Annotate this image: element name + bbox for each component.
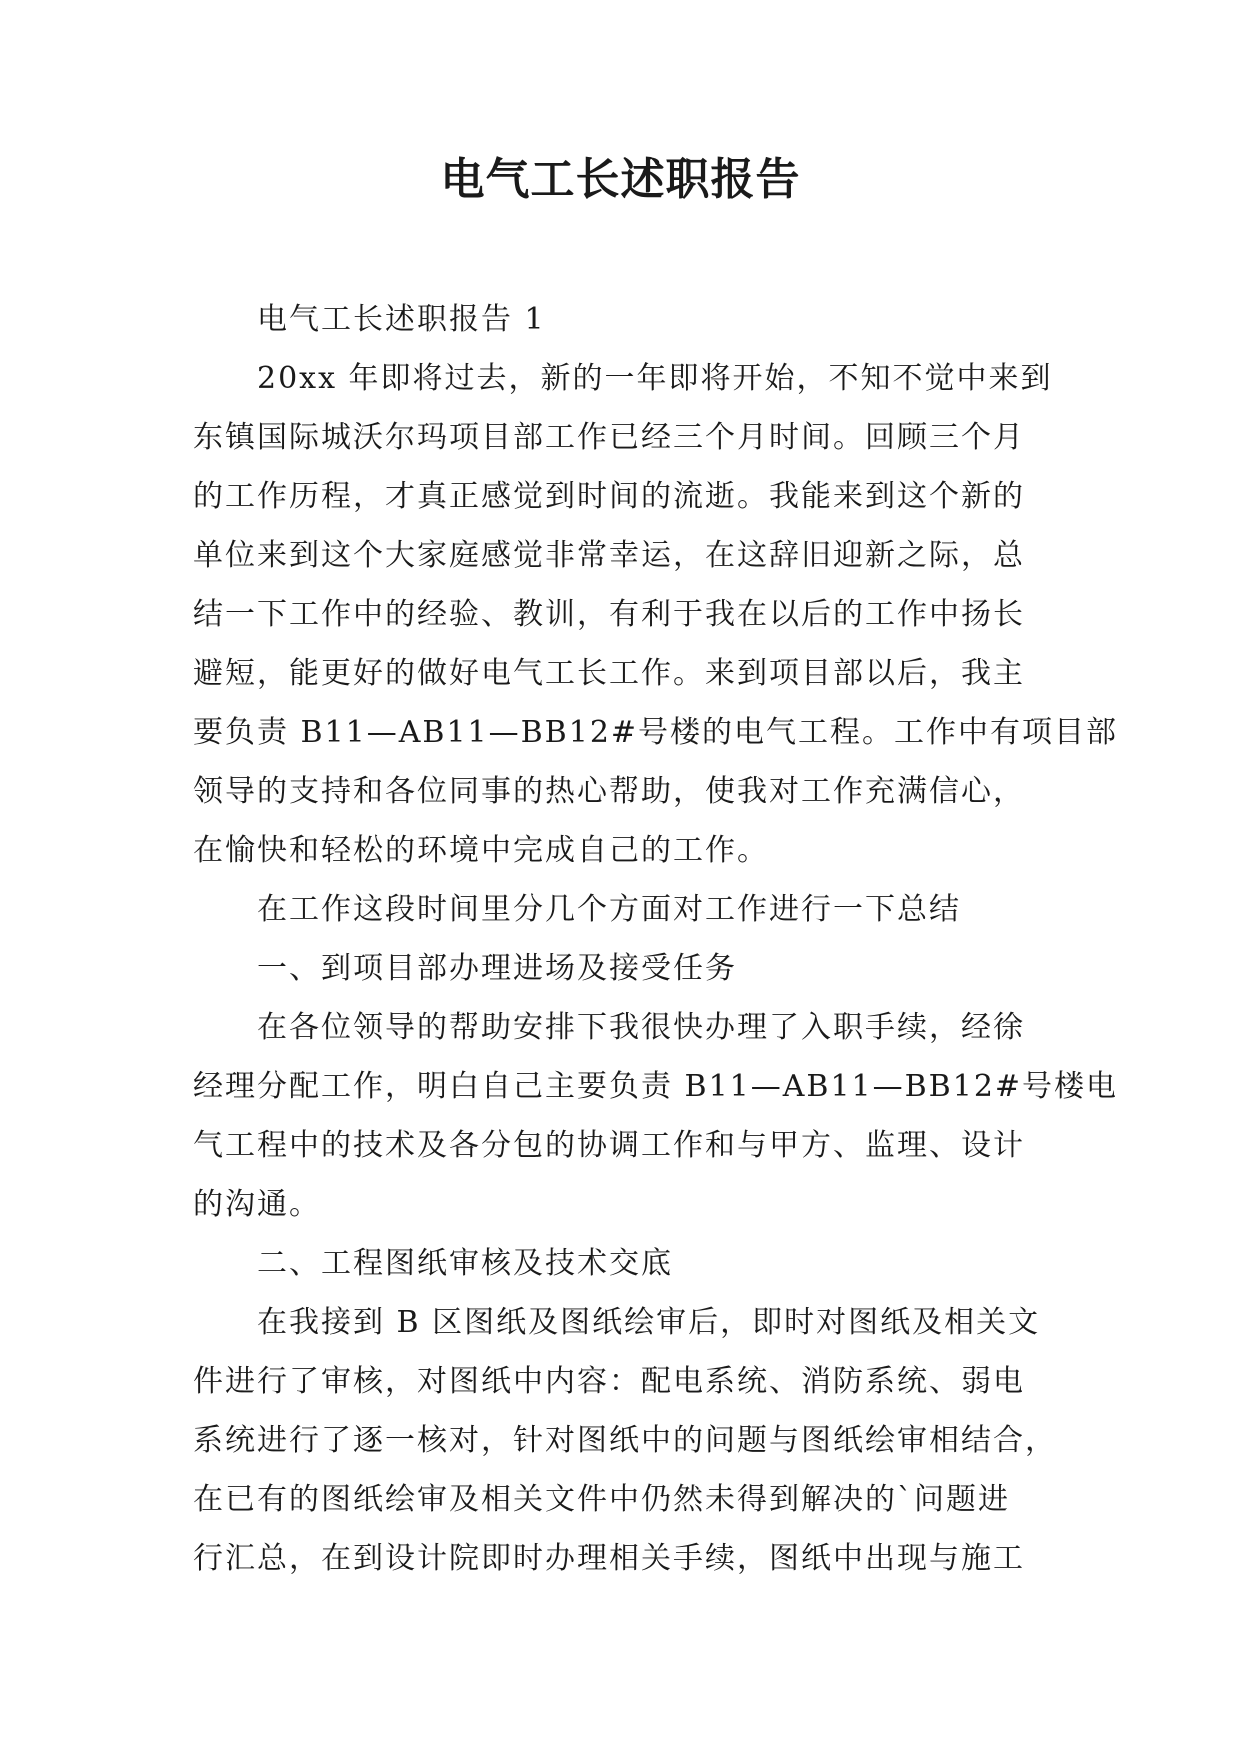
document-title: 电气工长述职报告 [440, 154, 801, 205]
text-line: 在愉快和轻松的环境中完成自己的工作。 [193, 833, 769, 868]
text-line: 在各位领导的帮助安排下我很快办理了入职手续，经徐 [257, 1010, 1025, 1045]
text-line: 气工程中的技术及各分包的协调工作和与甲方、监理、设计 [193, 1128, 1025, 1163]
text-line: 的工作历程，才真正感觉到时间的流逝。我能来到这个新的 [193, 479, 1025, 514]
text-line: 在工作这段时间里分几个方面对工作进行一下总结 [257, 892, 961, 927]
text-line: 系统进行了逐一核对，针对图纸中的问题与图纸绘审相结合， [193, 1423, 1057, 1458]
text-line: 结一下工作中的经验、教训，有利于我在以后的工作中扬长 [193, 597, 1025, 632]
text-line: 的沟通。 [193, 1187, 321, 1222]
text-line: 在我接到 B 区图纸及图纸绘审后，即时对图纸及相关文 [257, 1305, 1041, 1340]
text-line: 一、到项目部办理进场及接受任务 [257, 951, 737, 986]
text-line: 领导的支持和各位同事的热心帮助，使我对工作充满信心， [193, 774, 1025, 809]
text-line: 20xx 年即将过去，新的一年即将开始，不知不觉中来到 [257, 361, 1053, 396]
text-line: 件进行了审核，对图纸中内容：配电系统、消防系统、弱电 [193, 1364, 1025, 1399]
text-line: 二、工程图纸审核及技术交底 [257, 1246, 673, 1281]
text-line: 经理分配工作，明白自己主要负责 B11—AB11—BB12#号楼电 [193, 1069, 1119, 1104]
text-line: 单位来到这个大家庭感觉非常幸运，在这辞旧迎新之际，总 [193, 538, 1025, 573]
text-line: 在已有的图纸绘审及相关文件中仍然未得到解决的`问题进 [193, 1482, 1010, 1517]
text-line: 电气工长述职报告 1 [257, 302, 546, 337]
document-body [193, 290, 1119, 1588]
text-line: 东镇国际城沃尔玛项目部工作已经三个月时间。回顾三个月 [193, 420, 1025, 455]
text-line: 避短，能更好的做好电气工长工作。来到项目部以后，我主 [193, 656, 1025, 691]
text-line: 要负责 B11—AB11—BB12#号楼的电气工程。工作中有项目部 [193, 715, 1119, 750]
text-line: 行汇总，在到设计院即时办理相关手续，图纸中出现与施工 [193, 1541, 1025, 1576]
